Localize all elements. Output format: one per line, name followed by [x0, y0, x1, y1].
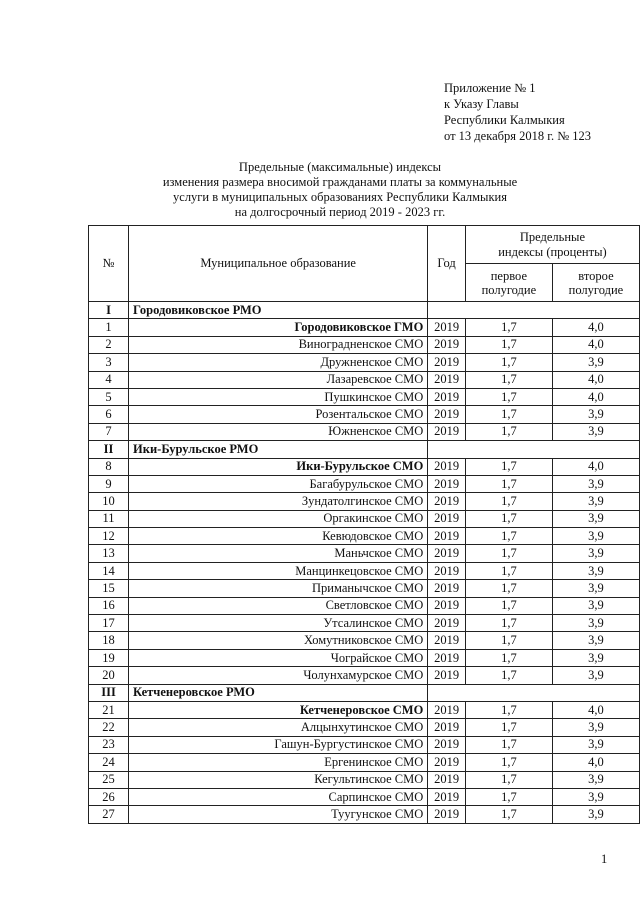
- row-year: 2019: [428, 475, 466, 492]
- row-municipality: Городовиковское ГМО: [129, 319, 428, 336]
- row-municipality: Виноградненское СМО: [129, 336, 428, 353]
- row-municipality: Ергенинское СМО: [129, 754, 428, 771]
- row-municipality: Оргакинское СМО: [129, 510, 428, 527]
- row-year: 2019: [428, 423, 466, 440]
- row-first-half: 1,7: [465, 458, 552, 475]
- row-year: 2019: [428, 528, 466, 545]
- row-first-half: 1,7: [465, 632, 552, 649]
- row-first-half: 1,7: [465, 545, 552, 562]
- row-second-half: 3,9: [552, 562, 639, 579]
- row-number: 2: [89, 336, 129, 353]
- row-year: 2019: [428, 806, 466, 823]
- row-year: 2019: [428, 354, 466, 371]
- row-first-half: 1,7: [465, 615, 552, 632]
- row-first-half: 1,7: [465, 580, 552, 597]
- group-filler: [428, 441, 640, 458]
- row-number: 20: [89, 667, 129, 684]
- row-second-half: 3,9: [552, 719, 639, 736]
- row-first-half: 1,7: [465, 354, 552, 371]
- row-second-half: 3,9: [552, 788, 639, 805]
- row-second-half: 3,9: [552, 806, 639, 823]
- row-first-half: 1,7: [465, 319, 552, 336]
- row-number: 23: [89, 736, 129, 753]
- row-municipality: Лазаревское СМО: [129, 371, 428, 388]
- table-row: [89, 406, 640, 423]
- table-row: [89, 771, 640, 788]
- row-first-half: 1,7: [465, 667, 552, 684]
- table-row: [89, 336, 640, 353]
- title-line-3: услуги в муниципальных образованиях Республики Калмыкия: [173, 190, 507, 204]
- table-row: [89, 388, 640, 405]
- row-second-half: 3,9: [552, 632, 639, 649]
- row-year: 2019: [428, 754, 466, 771]
- row-second-half: 3,9: [552, 649, 639, 666]
- row-number: 7: [89, 423, 129, 440]
- row-year: 2019: [428, 597, 466, 614]
- row-first-half: 1,7: [465, 597, 552, 614]
- document-title: [60, 160, 620, 220]
- row-year: 2019: [428, 336, 466, 353]
- row-first-half: 1,7: [465, 423, 552, 440]
- row-second-half: 4,0: [552, 388, 639, 405]
- row-second-half: 3,9: [552, 406, 639, 423]
- title-line-4: на долгосрочный период 2019 - 2023 гг.: [234, 205, 446, 219]
- row-first-half: 1,7: [465, 788, 552, 805]
- row-year: 2019: [428, 545, 466, 562]
- row-second-half: 3,9: [552, 580, 639, 597]
- row-number: 22: [89, 719, 129, 736]
- table-row: [89, 667, 640, 684]
- row-first-half: 1,7: [465, 771, 552, 788]
- row-year: 2019: [428, 458, 466, 475]
- table-row: [89, 649, 640, 666]
- row-second-half: 3,9: [552, 510, 639, 527]
- header-municipality: Муниципальное образование: [129, 226, 428, 302]
- row-first-half: 1,7: [465, 736, 552, 753]
- row-number: 9: [89, 475, 129, 492]
- row-number: 10: [89, 493, 129, 510]
- appendix-line-2: к Указу Главы: [444, 97, 519, 111]
- group-name: Ики-Бурульское РМО: [129, 441, 428, 458]
- table-row: [89, 371, 640, 388]
- row-municipality: Манцинкецовское СМО: [129, 562, 428, 579]
- row-second-half: 3,9: [552, 528, 639, 545]
- row-second-half: 3,9: [552, 475, 639, 492]
- row-year: 2019: [428, 319, 466, 336]
- table-row: [89, 545, 640, 562]
- row-second-half: 4,0: [552, 336, 639, 353]
- header-year: Год: [428, 226, 466, 302]
- row-number: 11: [89, 510, 129, 527]
- row-number: 19: [89, 649, 129, 666]
- row-municipality: Зундатолгинское СМО: [129, 493, 428, 510]
- row-number: 21: [89, 701, 129, 718]
- row-year: 2019: [428, 771, 466, 788]
- row-second-half: 3,9: [552, 615, 639, 632]
- row-municipality: Чограйское СМО: [129, 649, 428, 666]
- header-first-half: первое полугодие: [465, 264, 552, 302]
- row-first-half: 1,7: [465, 528, 552, 545]
- row-number: 18: [89, 632, 129, 649]
- group-row: [89, 684, 640, 701]
- group-name: Кетченеровское РМО: [129, 684, 428, 701]
- row-municipality: Туугунское СМО: [129, 806, 428, 823]
- row-second-half: 3,9: [552, 736, 639, 753]
- row-first-half: 1,7: [465, 719, 552, 736]
- table-row: [89, 354, 640, 371]
- group-numeral: II: [89, 441, 129, 458]
- row-number: 25: [89, 771, 129, 788]
- row-municipality: Кевюдовское СМО: [129, 528, 428, 545]
- indices-table: [88, 225, 640, 824]
- row-municipality: Светловское СМО: [129, 597, 428, 614]
- row-number: 14: [89, 562, 129, 579]
- row-second-half: 3,9: [552, 354, 639, 371]
- row-municipality: Южненское СМО: [129, 423, 428, 440]
- table-row: [89, 475, 640, 492]
- group-filler: [428, 684, 640, 701]
- row-second-half: 3,9: [552, 423, 639, 440]
- appendix-line-3: Республики Калмыкия: [444, 113, 565, 127]
- row-year: 2019: [428, 736, 466, 753]
- group-filler: [428, 302, 640, 319]
- row-number: 16: [89, 597, 129, 614]
- row-number: 12: [89, 528, 129, 545]
- row-number: 5: [89, 388, 129, 405]
- row-second-half: 3,9: [552, 771, 639, 788]
- row-second-half: 4,0: [552, 754, 639, 771]
- row-number: 27: [89, 806, 129, 823]
- row-year: 2019: [428, 632, 466, 649]
- table-row: [89, 736, 640, 753]
- row-first-half: 1,7: [465, 754, 552, 771]
- appendix-line-4: от 13 декабря 2018 г. № 123: [444, 129, 592, 143]
- table-row: [89, 788, 640, 805]
- header-num: №: [89, 226, 129, 302]
- row-first-half: 1,7: [465, 806, 552, 823]
- header-indices: Предельные индексы (проценты): [465, 226, 639, 264]
- row-municipality: Утсалинское СМО: [129, 615, 428, 632]
- table-row: [89, 423, 640, 440]
- row-first-half: 1,7: [465, 388, 552, 405]
- row-municipality: Хомутниковское СМО: [129, 632, 428, 649]
- row-number: 1: [89, 319, 129, 336]
- group-numeral: I: [89, 302, 129, 319]
- row-first-half: 1,7: [465, 371, 552, 388]
- row-municipality: Приманычское СМО: [129, 580, 428, 597]
- title-line-1: Предельные (максимальные) индексы: [238, 160, 442, 174]
- table-row: [89, 719, 640, 736]
- row-number: 13: [89, 545, 129, 562]
- header-second-half: второе полугодие: [552, 264, 639, 302]
- row-second-half: 4,0: [552, 458, 639, 475]
- group-name: Городовиковское РМО: [129, 302, 428, 319]
- appendix-line-1: Приложение № 1: [444, 81, 536, 95]
- group-row: [89, 441, 640, 458]
- row-year: 2019: [428, 406, 466, 423]
- row-first-half: 1,7: [465, 701, 552, 718]
- row-year: 2019: [428, 667, 466, 684]
- row-first-half: 1,7: [465, 475, 552, 492]
- row-year: 2019: [428, 788, 466, 805]
- row-municipality: Чолунхамурское СМО: [129, 667, 428, 684]
- row-municipality: Дружненское СМО: [129, 354, 428, 371]
- row-year: 2019: [428, 615, 466, 632]
- appendix-block: [444, 80, 591, 144]
- row-first-half: 1,7: [465, 562, 552, 579]
- row-number: 6: [89, 406, 129, 423]
- table-row: [89, 493, 640, 510]
- row-municipality: Багабурульское СМО: [129, 475, 428, 492]
- table-row: [89, 510, 640, 527]
- table-row: [89, 701, 640, 718]
- title-line-2: изменения размера вносимой гражданами платы за коммунальные: [162, 175, 518, 189]
- row-second-half: 4,0: [552, 701, 639, 718]
- table-row: [89, 562, 640, 579]
- row-number: 8: [89, 458, 129, 475]
- row-municipality: Пушкинское СМО: [129, 388, 428, 405]
- table-row: [89, 597, 640, 614]
- page-number: 1: [601, 852, 608, 866]
- row-year: 2019: [428, 649, 466, 666]
- row-number: 4: [89, 371, 129, 388]
- row-year: 2019: [428, 562, 466, 579]
- row-number: 3: [89, 354, 129, 371]
- table-row: [89, 458, 640, 475]
- row-first-half: 1,7: [465, 406, 552, 423]
- table-row: [89, 528, 640, 545]
- row-municipality: Маньчское СМО: [129, 545, 428, 562]
- row-municipality: Сарпинское СМО: [129, 788, 428, 805]
- row-second-half: 3,9: [552, 493, 639, 510]
- row-municipality: Розентальское СМО: [129, 406, 428, 423]
- table-row: [89, 754, 640, 771]
- row-first-half: 1,7: [465, 649, 552, 666]
- row-first-half: 1,7: [465, 510, 552, 527]
- table-body: [89, 302, 640, 824]
- row-municipality: Алцынхутинское СМО: [129, 719, 428, 736]
- row-municipality: Кегультинское СМО: [129, 771, 428, 788]
- row-year: 2019: [428, 719, 466, 736]
- row-number: 24: [89, 754, 129, 771]
- row-second-half: 3,9: [552, 667, 639, 684]
- table-row: [89, 615, 640, 632]
- row-number: 26: [89, 788, 129, 805]
- row-municipality: Гашун-Бургустинское СМО: [129, 736, 428, 753]
- group-numeral: III: [89, 684, 129, 701]
- row-year: 2019: [428, 701, 466, 718]
- row-second-half: 3,9: [552, 597, 639, 614]
- table-row: [89, 319, 640, 336]
- table-row: [89, 632, 640, 649]
- row-municipality: Кетченеровское СМО: [129, 701, 428, 718]
- row-second-half: 3,9: [552, 545, 639, 562]
- table-row: [89, 806, 640, 823]
- row-first-half: 1,7: [465, 336, 552, 353]
- row-year: 2019: [428, 580, 466, 597]
- row-second-half: 4,0: [552, 371, 639, 388]
- row-municipality: Ики-Бурульское СМО: [129, 458, 428, 475]
- row-year: 2019: [428, 493, 466, 510]
- row-number: 15: [89, 580, 129, 597]
- row-first-half: 1,7: [465, 493, 552, 510]
- row-second-half: 4,0: [552, 319, 639, 336]
- group-row: [89, 302, 640, 319]
- row-number: 17: [89, 615, 129, 632]
- table-row: [89, 580, 640, 597]
- row-year: 2019: [428, 510, 466, 527]
- row-year: 2019: [428, 371, 466, 388]
- row-year: 2019: [428, 388, 466, 405]
